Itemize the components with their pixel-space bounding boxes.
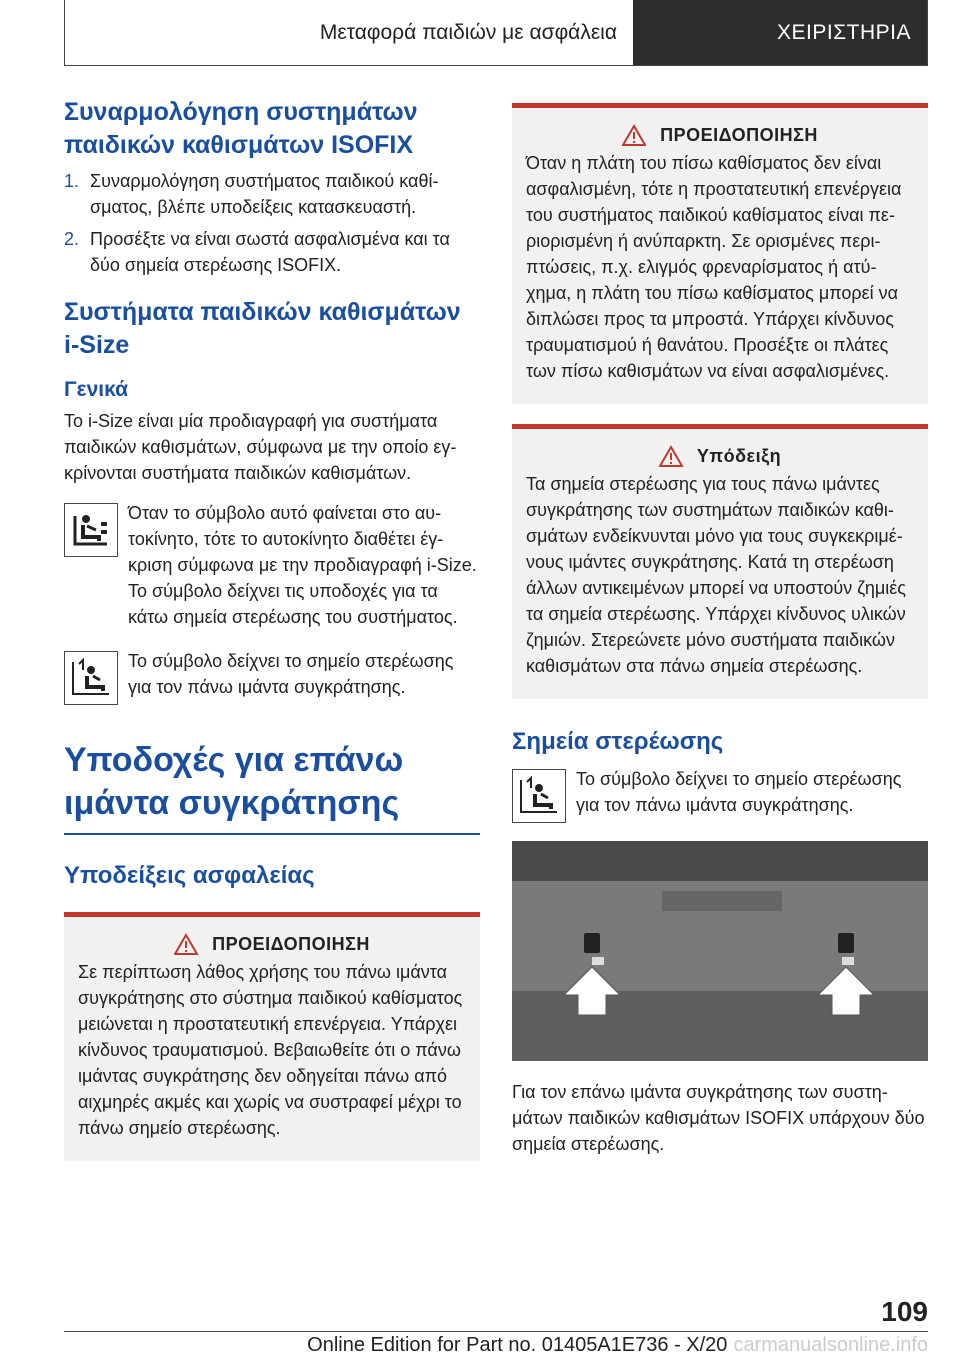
caution-triangle-icon xyxy=(659,445,683,467)
warning-triangle-icon xyxy=(174,933,198,955)
photo-caption: Για τον επάνω ιμάντα συγκράτησης των συστημάτων παιδικών καθισμάτων ISOFIX υπάρχουν δύο σημεία στερέωσης. xyxy=(512,1082,925,1154)
heading-general: Γενικά xyxy=(64,378,129,401)
running-header xyxy=(64,0,928,66)
right-column xyxy=(512,103,928,1157)
heading-isofix: Συναρμολόγηση συστημάτων παιδικών καθισμάτων ISOFIX xyxy=(64,98,418,159)
warning-title: ΠΡΟΕΙΔΟΠΟΙΗΣΗ xyxy=(660,124,818,145)
warning-text: Όταν η πλάτη του πίσω καθίσματος δεν είναι ασφαλισμένη, τότε η προστατευτική επενέργεια του συστήματος παιδικού καθίσματος είναι περιορισμένη ή ανύπαρκτη. Σε ορισμένες περιπτώσεις, π.χ. ελιγμός φρεναρίσματος ή ατύχημα, η πλάτη του πίσω καθίσματος μπορεί να διπλώσει προς τα μπροστά. Υπάρχει κίνδυνος τραυματισμού ή θανάτου. Προσέξτε οι πλάτες των πίσω καθισμάτων να είναι ασφαλισμένες. xyxy=(526,153,902,381)
warning-header xyxy=(78,933,466,955)
top-tether-symbol-block xyxy=(64,648,480,705)
step-number: 2. xyxy=(64,229,80,249)
warning-box-tether xyxy=(64,912,480,1161)
note-title: Υπόδειξη xyxy=(696,445,782,466)
step-text: Συναρμολόγηση συστήματος παιδικού καθίσματος, βλέπε υποδείξεις κατασκευαστή. xyxy=(90,171,439,217)
warning-triangle-icon xyxy=(622,124,646,146)
footer-edition xyxy=(64,1334,928,1357)
step-item xyxy=(64,168,480,220)
footer-edition-text: Online Edition for Part no. 01405A1E736 - X/20 xyxy=(307,1334,728,1356)
anchor-points-photo xyxy=(512,841,928,1061)
note-text: Τα σημεία στερέωσης για τους πάνω ιμάντες συγκράτησης των συστημάτων παιδικών καθισμάτων ενδείκνυνται μόνο για τους συγκεκριμένους ιμάντες συγκράτησης. Κατά τη στερέωση άλλων αντικειμένων μπορεί να υποστούν ζημιές τα σημεία στερέωσης. Υπάρχει κίνδυνος υλικών ζημιών. Στερεώνετε μόνο συστήματα παιδικών καθισμάτων στα πάνω σημεία στερέωσης. xyxy=(526,474,906,676)
paragraph-isize-symbol: Όταν το σύμβολο αυτό φαίνεται στο αυτοκίνητο, τότε το αυτοκίνητο διαθέτει έγκριση σύμφωνα με την προδιαγραφή i-Size. Το σύμβολο δείχνει τις υποδοχές για τα κάτω σημεία στερέωσης του συστήματος. xyxy=(128,503,477,627)
note-box xyxy=(512,424,928,699)
paragraph-general: Το i-Size είναι μία προδιαγραφή για συστήματα παιδικών καθισμάτων, σύμφωνα με την οποίο εγκρίνονται συστήματα παιδικών καθισμάτων. xyxy=(64,411,457,483)
paragraph-anchor-symbol: Το σύμβολο δείχνει το σημείο στερέωσης για τον πάνω ιμάντα συγκράτησης. xyxy=(576,769,902,815)
heading-anchor-points: Σημεία στερέωσης xyxy=(512,728,724,755)
header-chapter-tab: ΧΕΙΡΙΣΤΗΡΙΑ xyxy=(633,0,927,65)
note-header xyxy=(526,445,914,467)
heading-tether-receptacles: Υποδοχές για επάνω ιμάντα συγκράτησης xyxy=(64,741,404,822)
isofix-steps xyxy=(64,168,480,278)
footer-rule xyxy=(64,1331,928,1332)
heading-safety-notes: Υποδείξεις ασφαλείας xyxy=(64,862,315,889)
warning-title: ΠΡΟΕΙΔΟΠΟΙΗΣΗ xyxy=(212,933,370,954)
heading-isize: Συστήματα παιδικών καθισμάτων i-Size xyxy=(64,298,461,359)
left-column xyxy=(64,96,480,1161)
page-number: 109 xyxy=(881,1296,928,1327)
step-number: 1. xyxy=(64,171,80,191)
warning-box-backrest xyxy=(512,103,928,404)
paragraph-top-tether-symbol: Το σύμβολο δείχνει το σημείο στερέωσης για τον πάνω ιμάντα συγκράτησης. xyxy=(128,651,454,697)
warning-header xyxy=(526,124,914,146)
anchor-symbol-block xyxy=(512,766,928,823)
top-tether-icon xyxy=(64,651,118,705)
heading-underline xyxy=(64,833,480,835)
header-section-title: Μεταφορά παιδιών με ασφάλεια xyxy=(319,20,617,44)
top-tether-icon xyxy=(512,769,566,823)
isize-seat-icon xyxy=(64,503,118,557)
step-text: Προσέξτε να είναι σωστά ασφαλισμένα και τα δύο σημεία στερέωσης ISOFIX. xyxy=(90,229,450,275)
footer-watermark: carmanualsonline.info xyxy=(733,1334,928,1356)
warning-text: Σε περίπτωση λάθος χρήσης του πάνω ιμάντα συγκράτησης στο σύστημα παιδικού καθίσματος μειώνεται η προστατευτική επενέργεια. Υπάρχει κίνδυνος τραυματισμού. Βεβαιωθείτε ότι ο πάνω ιμάντας συγκράτησης δεν οδηγείται πάνω από αιχμηρές ακμές και χωρίς να συστραφεί μέχρι το πάνω σημείο στερέωσης. xyxy=(78,962,463,1138)
step-item xyxy=(64,226,480,278)
isize-symbol-block xyxy=(64,500,480,630)
